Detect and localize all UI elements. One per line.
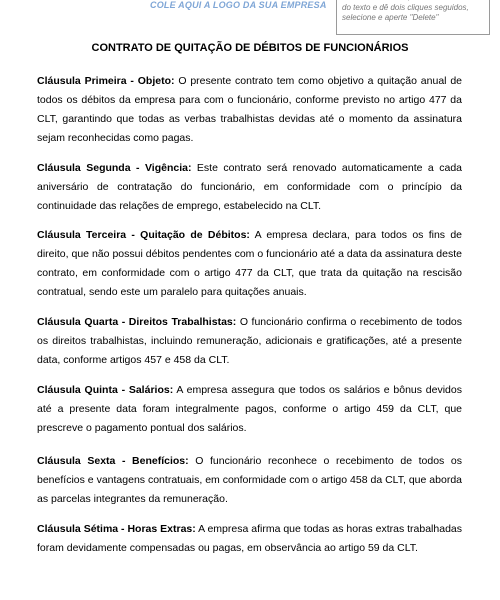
clause-label: Cláusula Sexta - Benefícios: [37,455,189,467]
instruction-note-text: do texto e dê dois cliques seguidos, selecione e aperte "Delete" [342,2,469,22]
clause-text: O funcionário confirma o recebimento de todos os direitos trabalhistas, incluindo remuneração, adicionais e gratificações, até a presente data, conforme artigos 457 e 458 da CLT. [37,316,463,366]
clause-segunda [37,159,462,216]
clause-label: Cláusula Quarta - Direitos Trabalhistas: [37,316,237,328]
clause-terceira [37,226,462,302]
clause-text: A empresa afirma que todas as horas extras trabalhadas foram devidamente compensadas ou pagas, em observância ao artigo 59 da CLT. [37,523,462,554]
clause-text: O funcionário reconhece o recebimento de todos os benefícios e vantagens contratuais, em conformidade com o artigo 458 da CLT, que aborda as parcelas integrantes da remuneração. [37,455,462,505]
instruction-note-box [336,0,490,35]
clause-quinta [37,381,462,438]
clause-label: Cláusula Quinta - Salários: [37,384,174,396]
clause-primeira [37,72,462,148]
clause-label: Cláusula Primeira - Objeto: [37,75,175,87]
clause-text: O presente contrato tem como objetivo a quitação anual de todos os débitos da empresa para com o funcionário, conforme previsto no artigo 477 da CLT, garantindo que todas as verbas trabalhistas devidas até o momento da assinatura sejam reconhecidas como pagas. [37,75,462,144]
logo-placeholder: COLE AQUI A LOGO DA SUA EMPRESA [150,0,327,10]
clause-quarta [37,313,462,370]
clause-text: Este contrato será renovado automaticamente a cada aniversário de contratação do funcionário, em conformidade com o princípio da continuidade das relações de emprego, estabelecido na CLT. [37,162,462,212]
document-title: CONTRATO DE QUITAÇÃO DE DÉBITOS DE FUNCIONÁRIOS [91,42,409,54]
clause-label: Cláusula Sétima - Horas Extras: [37,523,196,535]
clause-setima [37,520,462,558]
clause-label: Cláusula Segunda - Vigência: [37,162,192,174]
clause-sexta [37,452,462,509]
clause-text: A empresa assegura que todos os salários e bônus devidos até a presente data foram integralmente pagos, conforme o artigo 459 da CLT, que prescreve o pagamento pontual dos salários. [37,384,462,434]
clause-label: Cláusula Terceira - Quitação de Débitos: [37,229,250,241]
clause-text: A empresa declara, para todos os fins de direito, que não possui débitos pendentes com o funcionário até a data da assinatura deste contrato, em conformidade com o artigo 477 da CLT, que trata da quitação na rescisão contratual, sendo este um paralelo para quitações anuais. [37,229,462,298]
